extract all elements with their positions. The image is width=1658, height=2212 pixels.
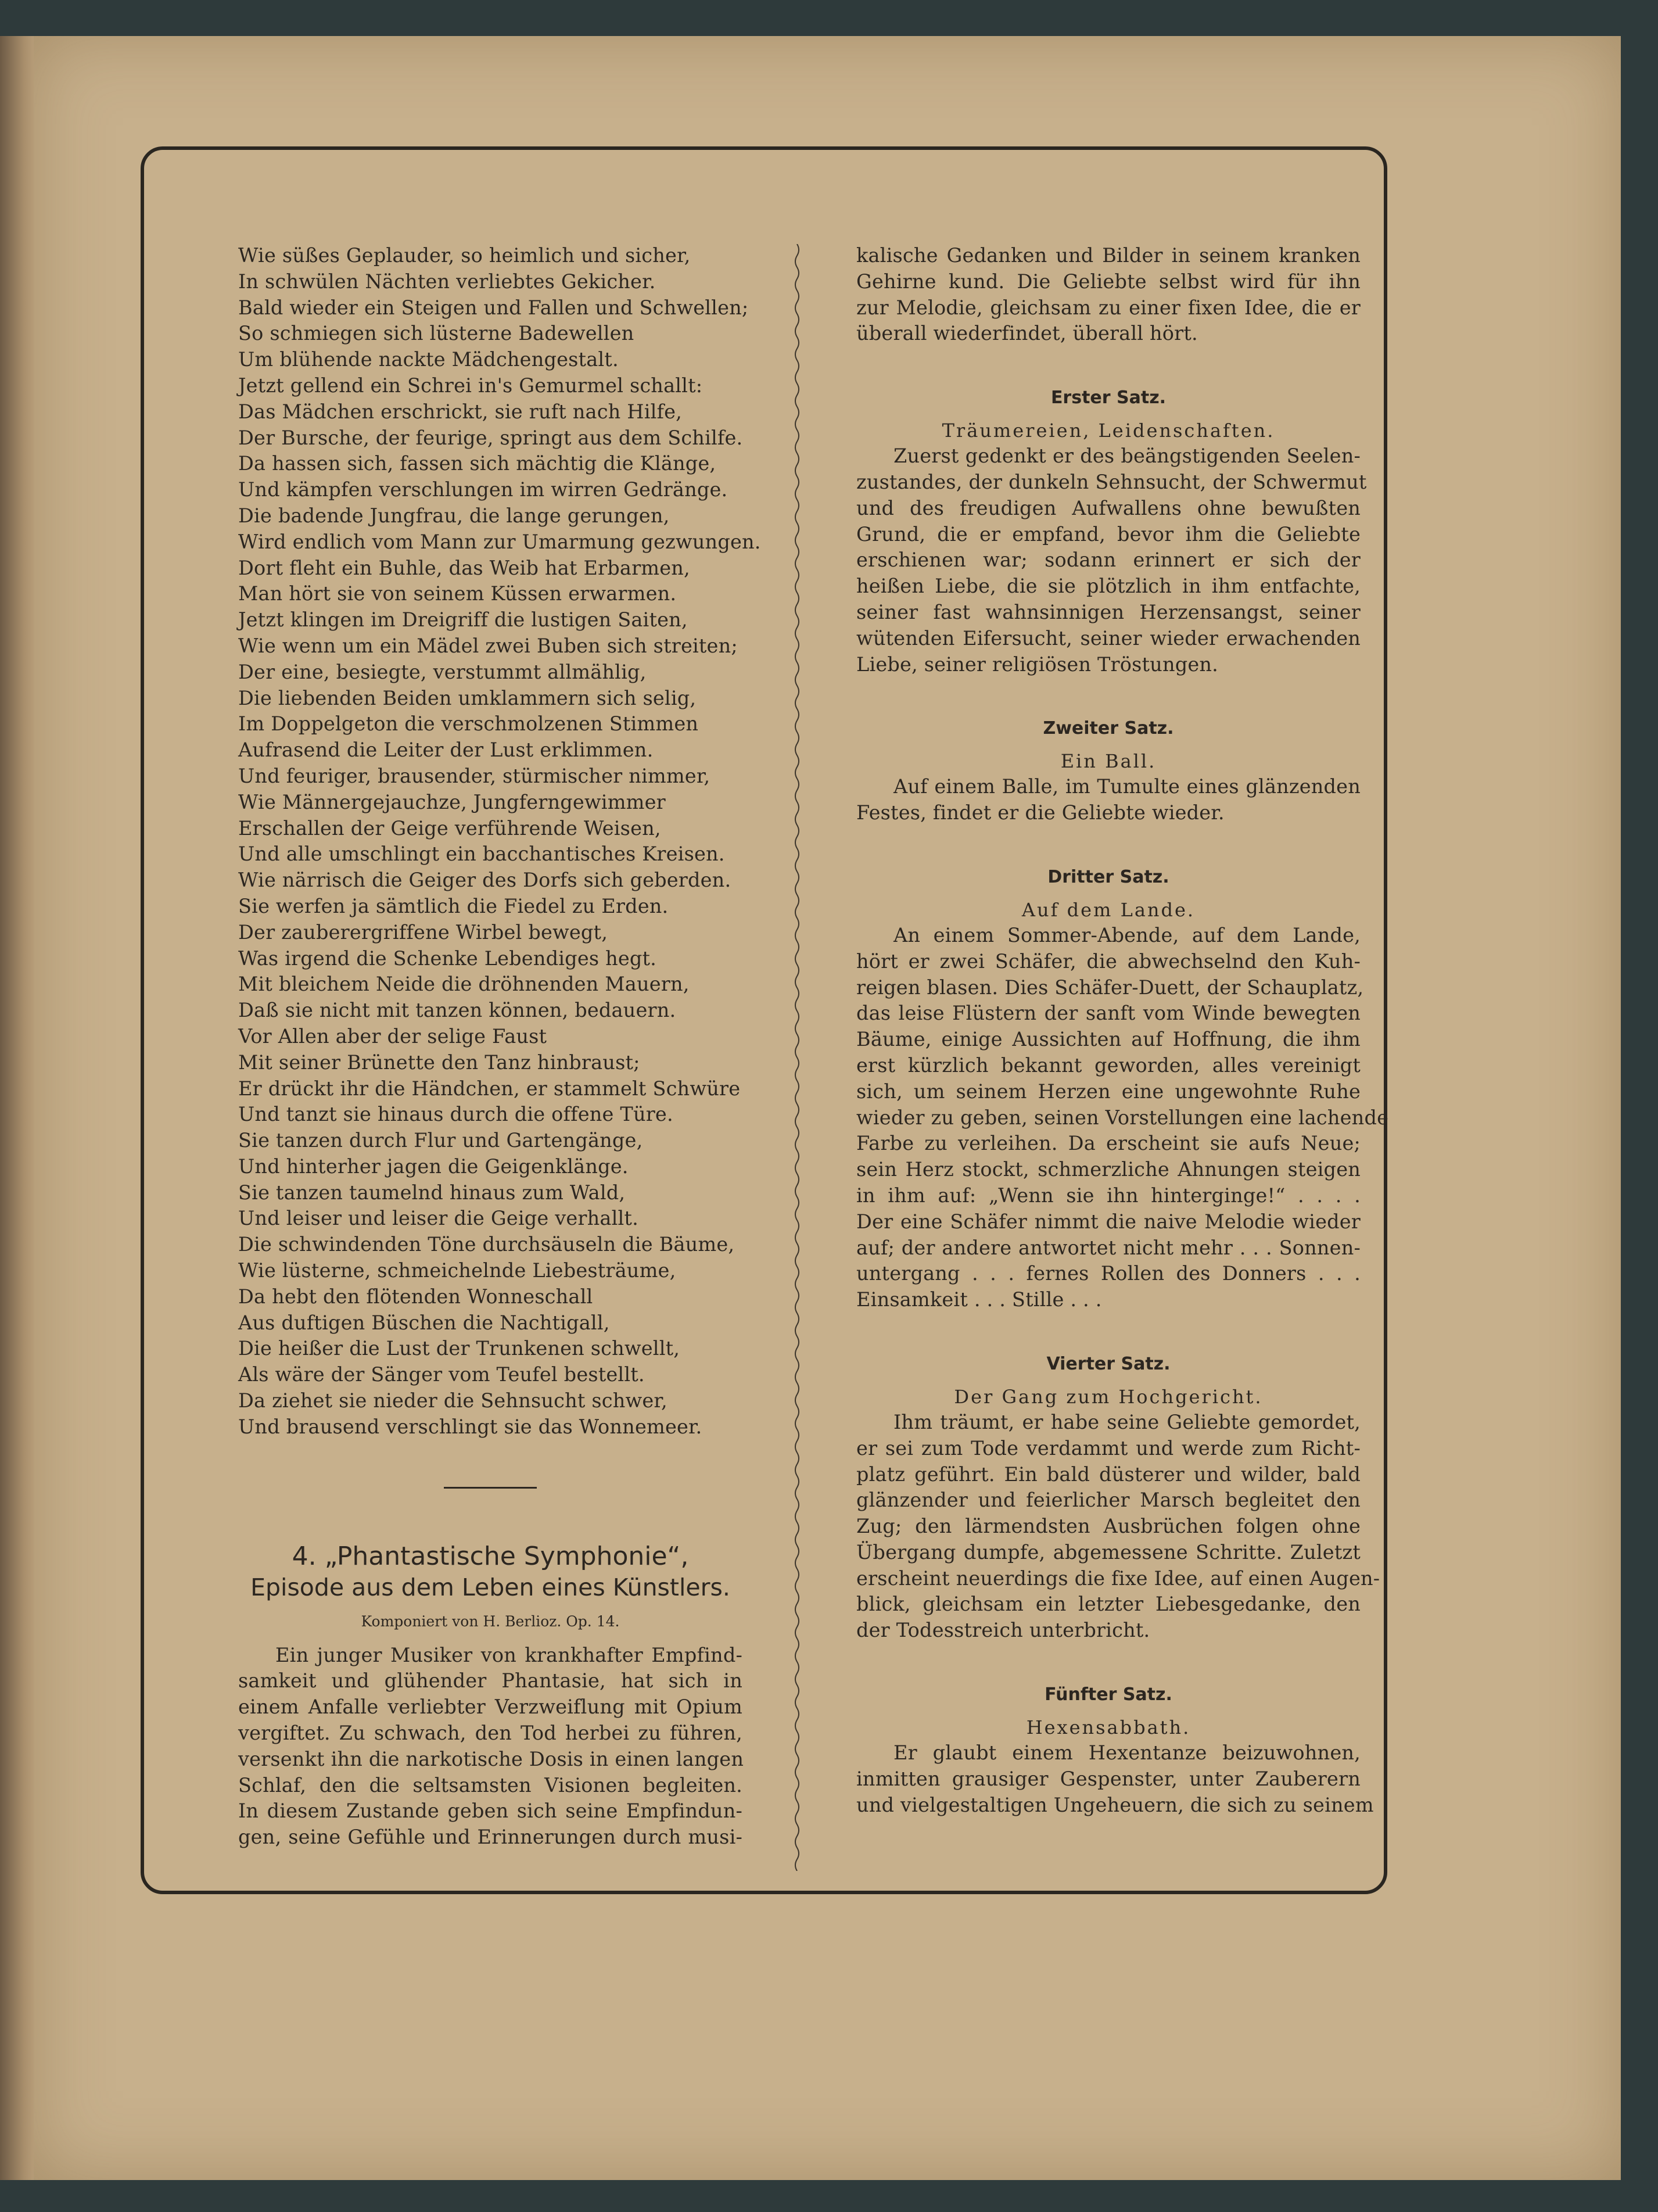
movement-line: und vielgestaltigen Ungeheuern, die sich zu seinem (856, 1793, 1374, 1816)
movement-subheading: Ein Ball. (1060, 750, 1157, 773)
movement-line: Festes, findet er die Geliebte wieder. (856, 801, 1225, 824)
poem-line: Wie närrisch die Geiger des Dorfs sich geberden. (238, 869, 731, 892)
poem-line: Wird endlich vom Mann zur Umarmung gezwungen. (238, 530, 761, 553)
movement-text (856, 774, 1361, 826)
movement-text (856, 923, 1389, 1313)
poem-line: Der eine, besiegte, verstummt allmählig, (238, 660, 647, 683)
intro-line: Schlaf, den die seltsamsten Visionen begleiten. (238, 1773, 742, 1797)
movement-subheading: Der Gang zum Hochgericht. (954, 1385, 1263, 1408)
poem-line: Aus duftigen Büschen die Nachtigall, (238, 1311, 610, 1334)
poem-line: Im Doppelgeton die verschmolzenen Stimmen (238, 712, 699, 736)
movement-line: zustandes, der dunkeln Sehnsucht, der Schwermut (856, 470, 1367, 493)
symphony-composer: Komponiert von H. Berlioz. Op. 14. (361, 1612, 620, 1630)
intro-line: kalische Gedanken und Bilder in seinem kranken (856, 244, 1361, 267)
poem-line: Wie süßes Geplauder, so heimlich und sicher, (238, 244, 691, 267)
poem-line: In schwülen Nächten verliebtes Gekicher. (238, 270, 656, 293)
movement-section (856, 386, 1367, 677)
movement-heading: Vierter Satz. (1046, 1353, 1171, 1374)
movement-line: hört er zwei Schäfer, die abwechselnd den Kuh- (856, 949, 1361, 973)
poem-line: Dort fleht ein Buhle, das Weib hat Erbarmen, (238, 556, 690, 579)
movement-line: Übergang dumpfe, abgemessene Schritte. Zuletzt (856, 1540, 1361, 1564)
movement-line: erscheint neuerdings die fixe Idee, auf einen Augen- (856, 1566, 1380, 1590)
poem-line: Die badende Jungfrau, die lange gerungen, (238, 504, 670, 527)
poem-line: Die liebenden Beiden umklammern sich selig, (238, 686, 697, 709)
poem-line: So schmiegen sich lüsterne Badewellen (238, 322, 634, 345)
poem-line: Die heißer die Lust der Trunkenen schwellt, (238, 1337, 680, 1360)
poem-line: Als wäre der Sänger vom Teufel bestellt. (238, 1363, 645, 1386)
poem-line: Bald wieder ein Steigen und Fallen und Schwellen; (238, 296, 749, 319)
poem-line: Aufrasend die Leiter der Lust erklimmen. (238, 738, 654, 762)
movement-section (856, 866, 1389, 1313)
intro-line: gen, seine Gefühle und Erinnerungen durch musi- (238, 1826, 742, 1849)
movement-subheading: Hexensabbath. (1026, 1716, 1191, 1739)
movement-line: Einsamkeit . . . Stille . . . (856, 1288, 1102, 1311)
movement-line: seiner fast wahnsinnigen Herzensangst, seiner (856, 600, 1361, 623)
movement-subheading: Auf dem Lande. (1021, 898, 1196, 921)
movement-line: sich, um seinem Herzen eine ungewohnte Ruhe (856, 1080, 1361, 1103)
poem-line: Sie tanzen durch Flur und Gartengänge, (238, 1129, 643, 1152)
movement-line: wieder zu geben, seinen Vorstellungen eine lachende (856, 1106, 1389, 1129)
poem-line: Das Mädchen erschrickt, sie ruft nach Hilfe, (238, 400, 683, 423)
intro-line: In diesem Zustande geben sich seine Empfindun- (238, 1799, 742, 1823)
symphony-title: 4. „Phantastische Symphonie“, (292, 1541, 689, 1571)
movement-line: Farbe zu verleihen. Da erscheint sie aufs Neue; (856, 1132, 1361, 1155)
poem-line: Und feuriger, brausender, stürmischer nimmer, (238, 764, 710, 787)
intro-line: überall wiederfindet, überall hört. (856, 322, 1198, 345)
symphony-subtitle: Episode aus dem Leben eines Künstlers. (250, 1573, 730, 1601)
poem-line: Jetzt klingen im Dreigriff die lustigen Saiten, (238, 608, 688, 632)
movement-line: erschienen war; sodann erinnert er sich der (856, 548, 1361, 572)
movement-line: Zuerst gedenkt er des beängstigenden Seelen- (893, 444, 1361, 468)
poem-line: Da hassen sich, fassen sich mächtig die Klänge, (238, 452, 716, 475)
poem (238, 243, 761, 1440)
poem-line: Sie werfen ja sämtlich die Fiedel zu Erden. (238, 894, 669, 917)
section-rule (444, 1487, 537, 1489)
intro-line: einem Anfalle verliebter Verzweiflung mit Opium (238, 1695, 742, 1719)
intro-line: versenkt ihn die narkotische Dosis in einen langen (238, 1747, 744, 1770)
column-divider (791, 244, 803, 1871)
movement-subheading: Träumereien, Leidenschaften. (942, 420, 1275, 442)
poem-line: Wie Männergejauchze, Jungferngewimmer (238, 790, 666, 813)
right-column (856, 243, 1389, 1818)
intro-line: vergiftet. Zu schwach, den Tod herbei zu führen, (238, 1722, 742, 1745)
movement-line: reigen blasen. Dies Schäfer-Duett, der Schauplatz, (856, 976, 1364, 999)
movement-line: Er glaubt einem Hexentanze beizuwohnen, (893, 1741, 1361, 1765)
movement-line: Liebe, seiner religiösen Tröstungen. (856, 653, 1219, 676)
poem-line: Da ziehet sie nieder die Sehnsucht schwer, (238, 1389, 667, 1412)
poem-line: Da hebt den flötenden Wonneschall (238, 1285, 593, 1308)
poem-line: Und kämpfen verschlungen im wirren Gedränge. (238, 478, 728, 501)
movement-line: Ihm träumt, er habe seine Geliebte gemordet, (893, 1410, 1361, 1433)
intro-continued (856, 243, 1361, 347)
movement-line: Auf einem Balle, im Tumulte eines glänzenden (893, 775, 1361, 798)
intro-line: zur Melodie, gleichsam zu einer fixen Idee, die er (856, 296, 1361, 319)
movement-heading: Zweiter Satz. (1043, 718, 1174, 739)
poem-line: Was irgend die Schenke Lebendiges hegt. (238, 947, 657, 970)
movement-section (856, 1683, 1374, 1818)
poem-line: Wie lüsterne, schmeichelnde Liebesträume, (238, 1259, 676, 1282)
movement-line: Zug; den lärmendsten Ausbrüchen folgen ohne (856, 1515, 1361, 1538)
poem-line: Und hinterher jagen die Geigenklänge. (238, 1155, 629, 1178)
poem-line: Und tanzt sie hinaus durch die offene Türe. (238, 1103, 673, 1126)
movement-line: Bäume, einige Aussichten auf Hoffnung, die ihm (856, 1028, 1361, 1051)
poem-line: Sie tanzen taumelnd hinaus zum Wald, (238, 1181, 626, 1204)
movement-section (856, 717, 1361, 826)
movement-text (856, 1740, 1374, 1818)
poem-line: Mit seiner Brünette den Tanz hinbraust; (238, 1051, 640, 1074)
poem-line: Und brausend verschlingt sie das Wonnemeer. (238, 1415, 702, 1438)
poem-line: Man hört sie von seinem Küssen erwarmen. (238, 582, 677, 605)
movement-text (856, 1410, 1380, 1644)
movement-line: und des freudigen Aufwallens ohne bewußten (856, 496, 1361, 519)
poem-line: Erschallen der Geige verführende Weisen, (238, 816, 661, 840)
intro-line: Ein junger Musiker von krankhafter Empfind- (275, 1643, 742, 1666)
poem-line: Jetzt gellend ein Schrei in's Gemurmel schallt: (238, 374, 703, 397)
movement-line: wütenden Eifersucht, seiner wieder erwachenden (856, 626, 1361, 650)
poem-line: Er drückt ihr die Händchen, er stammelt Schwüre (238, 1077, 741, 1100)
movement-line: der Todesstreich unterbricht. (856, 1619, 1150, 1642)
movement-sections (856, 386, 1389, 1818)
symphony-intro (238, 1643, 742, 1851)
poem-line: Der zauberergriffene Wirbel bewegt, (238, 920, 608, 944)
poem-line: Der Bursche, der feurige, springt aus dem Schilfe. (238, 426, 743, 449)
movement-section (856, 1353, 1380, 1644)
poem-line: Die schwindenden Töne durchsäuseln die Bäume, (238, 1233, 735, 1256)
left-column (238, 243, 761, 1851)
intro-line: samkeit und glühender Phantasie, hat sich in (238, 1669, 742, 1693)
intro-line: Gehirne kund. Die Geliebte selbst wird für ihn (856, 270, 1361, 293)
movement-heading: Dritter Satz. (1047, 866, 1169, 887)
movement-line: das leise Flüstern der sanft vom Winde bewegten (856, 1002, 1361, 1025)
movement-line: An einem Sommer-Abende, auf dem Lande, (893, 923, 1361, 947)
movement-text (856, 443, 1367, 677)
movement-line: Der eine Schäfer nimmt die naive Melodie wieder (856, 1210, 1361, 1233)
movement-line: in ihm auf: „Wenn sie ihn hinterginge!“ . . . . (856, 1184, 1361, 1207)
movement-line: erst kürzlich bekannt geworden, alles vereinigt (856, 1053, 1361, 1077)
poem-line: Mit bleichem Neide die dröhnenden Mauern, (238, 973, 690, 996)
book-spine (0, 36, 35, 2180)
poem-line: Und alle umschlingt ein bacchantisches Kreisen. (238, 843, 725, 866)
movement-line: blick, gleichsam ein letzter Liebesgedanke, den (856, 1593, 1361, 1616)
poem-line: Vor Allen aber der selige Faust (238, 1024, 547, 1048)
movement-line: untergang . . . fernes Rollen des Donners . . . (856, 1262, 1361, 1285)
movement-line: inmitten grausiger Gespenster, unter Zauberern (856, 1767, 1361, 1790)
poem-line: Und leiser und leiser die Geige verhallt. (238, 1207, 638, 1230)
movement-line: platz geführt. Ein bald düsterer und wilder, bald (856, 1462, 1361, 1486)
movement-heading: Fünfter Satz. (1045, 1684, 1172, 1705)
poem-line: Daß sie nicht mit tanzen können, bedauern. (238, 999, 676, 1022)
poem-line: Wie wenn um ein Mädel zwei Buben sich streiten; (238, 634, 738, 657)
movement-line: Grund, die er empfand, bevor ihm die Geliebte (856, 522, 1361, 546)
movement-line: heißen Liebe, die sie plötzlich in ihm entfachte, (856, 575, 1361, 598)
movement-line: er sei zum Tode verdammt und werde zum Richt- (856, 1436, 1361, 1460)
movement-line: sein Herz stockt, schmerzliche Ahnungen steigen (856, 1158, 1361, 1181)
movement-heading: Erster Satz. (1050, 388, 1167, 408)
movement-line: auf; der andere antwortet nicht mehr . . . Sonnen- (856, 1236, 1361, 1259)
poem-line: Um blühende nackte Mädchengestalt. (238, 348, 619, 371)
movement-line: glänzender und feierlicher Marsch begleitet den (856, 1489, 1361, 1512)
